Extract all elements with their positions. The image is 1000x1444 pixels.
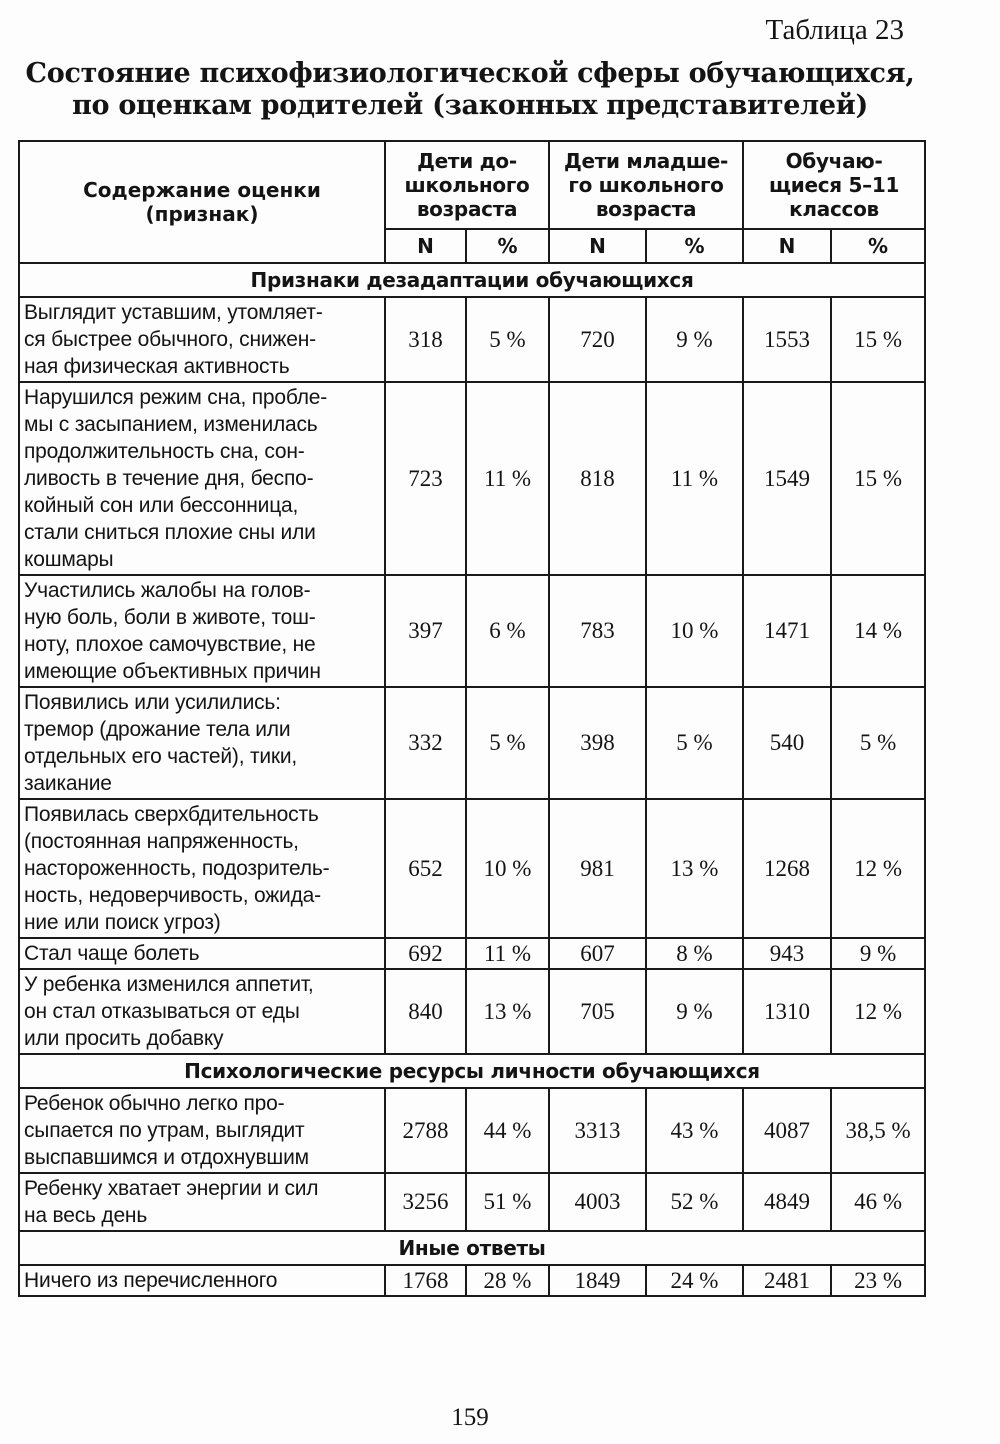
cell-count: 4003 — [549, 1173, 646, 1231]
cell-count: 1549 — [743, 382, 831, 575]
cell-percent: 5 % — [646, 687, 743, 799]
cell-count: 3313 — [549, 1088, 646, 1173]
header-criterion-line-1: Содержание оценки — [83, 178, 321, 202]
cell-count: 943 — [743, 938, 831, 969]
cell-count: 1310 — [743, 969, 831, 1054]
cell-count: 2788 — [385, 1088, 466, 1173]
header-group-primary-line-1: Дети младше- — [563, 149, 729, 173]
row-criterion-line: ливость в течение дня, беспо- — [24, 467, 314, 490]
cell-count: 723 — [385, 382, 466, 575]
cell-count: 818 — [549, 382, 646, 575]
table-title-line-2: по оценкам родителей (законных представителей) — [72, 90, 868, 121]
row-criterion-line: стали сниться плохие сны или — [24, 521, 316, 544]
cell-count: 652 — [385, 799, 466, 938]
cell-percent: 8 % — [646, 938, 743, 969]
cell-count: 3256 — [385, 1173, 466, 1231]
cell-percent: 51 % — [466, 1173, 549, 1231]
row-criterion-line: ноту, плохое самочувствие, не — [24, 633, 316, 656]
table-row — [19, 382, 925, 575]
header-group-grades-line-3: классов — [789, 197, 879, 221]
cell-percent: 11 % — [646, 382, 743, 575]
cell-count: 981 — [549, 799, 646, 938]
table-title-line-1: Состояние психофизиологической сферы обучающихся, — [25, 58, 915, 89]
cell-percent: 43 % — [646, 1088, 743, 1173]
cell-percent: 24 % — [646, 1265, 743, 1296]
cell-count: 1553 — [743, 297, 831, 382]
cell-percent: 11 % — [466, 938, 549, 969]
header-group-preschool-line-2: школьного — [404, 173, 530, 197]
cell-percent: 5 % — [466, 687, 549, 799]
header-pct-preschool: % — [466, 229, 549, 263]
row-criterion-line: Выглядит уставшим, утомляет- — [24, 301, 323, 324]
row-criterion-line: отдельных его частей), тики, — [24, 745, 298, 768]
row-criterion-line: Ребенку хватает энергии и сил — [24, 1177, 319, 1200]
row-criterion — [19, 938, 385, 969]
row-criterion-line: кошмары — [24, 548, 114, 571]
row-criterion-line: ся быстрее обычного, снижен- — [24, 328, 316, 351]
row-criterion-line: Появилась сверхбдительность — [24, 803, 319, 826]
table-row — [19, 969, 925, 1054]
row-criterion — [19, 1173, 385, 1231]
cell-count: 397 — [385, 575, 466, 687]
row-criterion-line: (постоянная напряженность, — [24, 830, 299, 853]
cell-count: 4087 — [743, 1088, 831, 1173]
header-n-primary: N — [549, 229, 646, 263]
row-criterion-line: на весь день — [24, 1204, 148, 1227]
table-header — [19, 141, 925, 263]
row-criterion-line: Ребенок обычно легко про- — [24, 1092, 285, 1115]
row-criterion-line: койный сон или бессонница, — [24, 494, 299, 517]
cell-percent: 23 % — [831, 1265, 925, 1296]
cell-percent: 10 % — [646, 575, 743, 687]
header-criterion-line-2: (признак) — [145, 202, 259, 226]
header-criterion — [19, 141, 385, 263]
table-row — [19, 799, 925, 938]
header-pct-grades: % — [831, 229, 925, 263]
row-criterion-line: выспавшимся и отдохнувшим — [24, 1146, 309, 1169]
section-title: Психологические ресурсы личности обучающихся — [19, 1054, 925, 1088]
table-row — [19, 1173, 925, 1231]
row-criterion — [19, 297, 385, 382]
cell-count: 318 — [385, 297, 466, 382]
row-criterion-line: продолжительность сна, сон- — [24, 440, 305, 463]
cell-count: 607 — [549, 938, 646, 969]
cell-count: 540 — [743, 687, 831, 799]
cell-count: 1768 — [385, 1265, 466, 1296]
row-criterion-line: заикание — [24, 772, 112, 795]
section-title: Иные ответы — [19, 1231, 925, 1265]
cell-count: 705 — [549, 969, 646, 1054]
row-criterion-line: Нарушился режим сна, пробле- — [24, 386, 328, 409]
table-body — [19, 263, 925, 1296]
cell-count: 332 — [385, 687, 466, 799]
row-criterion — [19, 1088, 385, 1173]
row-criterion-line: Появились или усилились: — [24, 691, 281, 714]
table-row — [19, 938, 925, 969]
section-title: Признаки дезадаптации обучающихся — [19, 263, 925, 297]
row-criterion-line: ную боль, боли в животе, тош- — [24, 606, 316, 629]
row-criterion — [19, 969, 385, 1054]
cell-count: 720 — [549, 297, 646, 382]
cell-percent: 9 % — [646, 297, 743, 382]
table-row — [19, 575, 925, 687]
cell-percent: 5 % — [466, 297, 549, 382]
row-criterion — [19, 799, 385, 938]
section-row — [19, 1231, 925, 1265]
table-row — [19, 687, 925, 799]
table-label: Таблица 23 — [765, 14, 904, 46]
cell-count: 1471 — [743, 575, 831, 687]
cell-percent: 6 % — [466, 575, 549, 687]
cell-percent: 12 % — [831, 969, 925, 1054]
row-criterion-line: он стал отказываться от еды — [24, 1000, 300, 1023]
header-pct-primary: % — [646, 229, 743, 263]
row-criterion-line: ность, недоверчивость, ожида- — [24, 884, 321, 907]
cell-count: 2481 — [743, 1265, 831, 1296]
header-n-preschool: N — [385, 229, 466, 263]
table-row — [19, 1088, 925, 1173]
cell-percent: 28 % — [466, 1265, 549, 1296]
row-criterion-line: У ребенка изменился аппетит, — [24, 973, 314, 996]
row-criterion — [19, 687, 385, 799]
header-group-primary-line-2: го школьного — [568, 173, 724, 197]
row-criterion-line: мы с засыпанием, изменилась — [24, 413, 318, 436]
cell-percent: 38,5 % — [831, 1088, 925, 1173]
cell-percent: 9 % — [831, 938, 925, 969]
row-criterion-line: тремор (дрожание тела или — [24, 718, 291, 741]
cell-count: 692 — [385, 938, 466, 969]
header-group-grades-5-11 — [743, 141, 925, 229]
header-group-preschool-line-3: возраста — [416, 197, 518, 221]
cell-count: 4849 — [743, 1173, 831, 1231]
cell-percent: 46 % — [831, 1173, 925, 1231]
cell-percent: 13 % — [646, 799, 743, 938]
row-criterion-line: настороженность, подозритель- — [24, 857, 330, 880]
header-group-preschool-line-1: Дети до- — [417, 149, 517, 173]
cell-percent: 14 % — [831, 575, 925, 687]
cell-count: 1268 — [743, 799, 831, 938]
cell-percent: 10 % — [466, 799, 549, 938]
row-criterion-line: имеющие объективных причин — [24, 660, 321, 683]
header-n-grades: N — [743, 229, 831, 263]
header-group-primary — [549, 141, 743, 229]
cell-percent: 13 % — [466, 969, 549, 1054]
row-criterion-line: ная физическая активность — [24, 355, 290, 378]
row-criterion-line: Участились жалобы на голов- — [24, 579, 311, 602]
data-table — [18, 140, 926, 1297]
table-row — [19, 297, 925, 382]
row-criterion — [19, 1265, 385, 1296]
cell-percent: 44 % — [466, 1088, 549, 1173]
cell-count: 783 — [549, 575, 646, 687]
cell-percent: 12 % — [831, 799, 925, 938]
row-criterion — [19, 575, 385, 687]
cell-count: 398 — [549, 687, 646, 799]
cell-percent: 15 % — [831, 382, 925, 575]
row-criterion-line: Стал чаще болеть — [24, 942, 200, 965]
section-row — [19, 263, 925, 297]
row-criterion-line: или просить добавку — [24, 1027, 224, 1050]
row-criterion-line: сыпается по утрам, выглядит — [24, 1119, 305, 1142]
cell-percent: 52 % — [646, 1173, 743, 1231]
header-group-grades-line-2: щиеся 5–11 — [768, 173, 900, 197]
row-criterion-line: ние или поиск угроз) — [24, 911, 221, 934]
cell-percent: 11 % — [466, 382, 549, 575]
row-criterion-line: Ничего из перечисленного — [24, 1269, 278, 1292]
header-group-preschool — [385, 141, 549, 229]
cell-percent: 15 % — [831, 297, 925, 382]
header-group-grades-line-1: Обучаю- — [785, 149, 883, 173]
page-number: 159 — [451, 1404, 489, 1431]
header-group-primary-line-3: возраста — [595, 197, 697, 221]
row-criterion — [19, 382, 385, 575]
table-row — [19, 1265, 925, 1296]
table-title — [20, 58, 920, 122]
cell-count: 840 — [385, 969, 466, 1054]
cell-percent: 5 % — [831, 687, 925, 799]
cell-count: 1849 — [549, 1265, 646, 1296]
cell-percent: 9 % — [646, 969, 743, 1054]
section-row — [19, 1054, 925, 1088]
